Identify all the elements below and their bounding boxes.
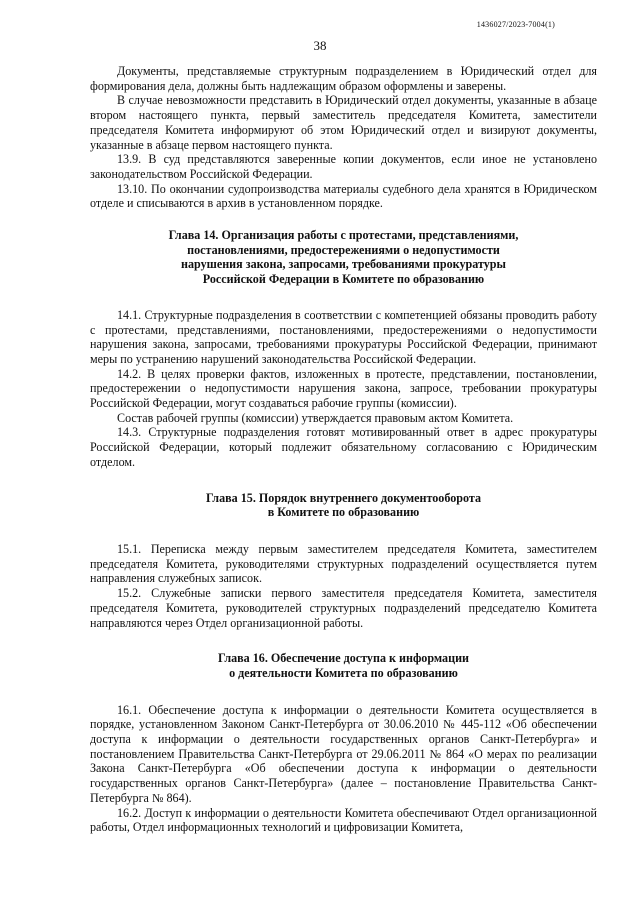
paragraph: В случае невозможности представить в Юридический отдел документы, указанные в абзаце втором настоящего пункта, первый заместитель председателя Комитета, заместители председателя Комитета информируют об этом Юридический отдел и визируют документы, указанные в абзаце первом настоящего пункта. [90, 93, 597, 152]
paragraph: 14.3. Структурные подразделения готовят мотивированный ответ в адрес прокуратуры Российской Федерации, который подлежит обязательному согласованию с Юридическим отделом. [90, 425, 597, 469]
paragraph: 13.10. По окончании судопроизводства материалы судебного дела хранятся в Юридическом отделе и списываются в архив в установленном порядке. [90, 181, 597, 211]
paragraph: 15.1. Переписка между первым заместителем председателя Комитета, заместителем председателя Комитета, руководителями структурных подразделений осуществляется путем направления служебных записок. [90, 541, 597, 586]
paragraph: 13.9. В суд представляются заверенные копии документов, если иное не установлено законодательством Российской Федерации. [90, 152, 597, 181]
heading-line: Глава 16. Обеспечение доступа к информации [217, 651, 470, 666]
chapter-15-heading [90, 491, 597, 520]
heading-line: о деятельности Комитета по образованию [229, 665, 458, 680]
heading-line: нарушения закона, запросами, требованиями прокуратуры [181, 257, 506, 272]
heading-line: постановлениями, предостережениями о недопустимости [187, 242, 500, 257]
paragraph: Состав рабочей группы (комиссии) утверждается правовым актом Комитета. [117, 410, 514, 425]
chapter-14-heading [90, 228, 597, 287]
page-number: 38 [313, 38, 327, 53]
paragraph: 14.2. В целях проверки фактов, изложенных в протесте, представлении, постановлении, предостережении о недопустимости нарушения закона, запросе, требовании прокуратуры Российской Федерации, могут создаваться рабочие группы (комиссии). [90, 366, 597, 411]
heading-line: Глава 15. Порядок внутреннего документооборота [205, 490, 482, 505]
paragraph: 15.2. Служебные записки первого заместителя председателя Комитета, заместителя председателя Комитета, руководителей структурных подразделений председателю Комитета направляются через Отдел организационной работы. [90, 586, 597, 630]
document-body [90, 64, 597, 835]
heading-line: Российской Федерации в Комитете по образованию [202, 272, 485, 287]
chapter-16-heading [90, 651, 597, 680]
paragraph: 16.1. Обеспечение доступа к информации о деятельности Комитета осуществляется в порядке, установленном Законом Санкт-Петербурга от 30.06.2010 № 445-112 «Об обеспечении доступа к информации о деятельности государственных органов Санкт-Петербурга» и постановлением Правительства Санкт-Петербурга от 29.06.2011 № 864 «О мерах по реализации Закона Санкт-Петербурга «Об обеспечении доступа к информации о деятельности государственных органов Санкт-Петербурга» (далее – постановление Правительства Санкт-Петербурга № 864). [90, 702, 597, 805]
paragraph: 14.1. Структурные подразделения в соответствии с компетенцией обязаны проводить работу с протестами, представлениями, постановлениями, предостережениями о недопустимости нарушения закона, запросами, требованиями прокуратуры Российской Федерации, принимают меры по устранению нарушений законодательства Российской Федерации. [90, 307, 597, 366]
paragraph: 16.2. Доступ к информации о деятельности Комитета обеспечивают Отдел организационной работы, Отдел информационных технологий и цифровизации Комитета, [90, 805, 597, 835]
heading-line: в Комитете по образованию [267, 505, 420, 520]
heading-line: Глава 14. Организация работы с протестами, представлениями, [168, 228, 519, 243]
document-id: 1436027/2023-7004(1) [476, 20, 555, 29]
paragraph: Документы, представляемые структурным подразделением в Юридический отдел для формирования дела, должны быть надлежащим образом оформлены и заверены. [90, 64, 597, 93]
